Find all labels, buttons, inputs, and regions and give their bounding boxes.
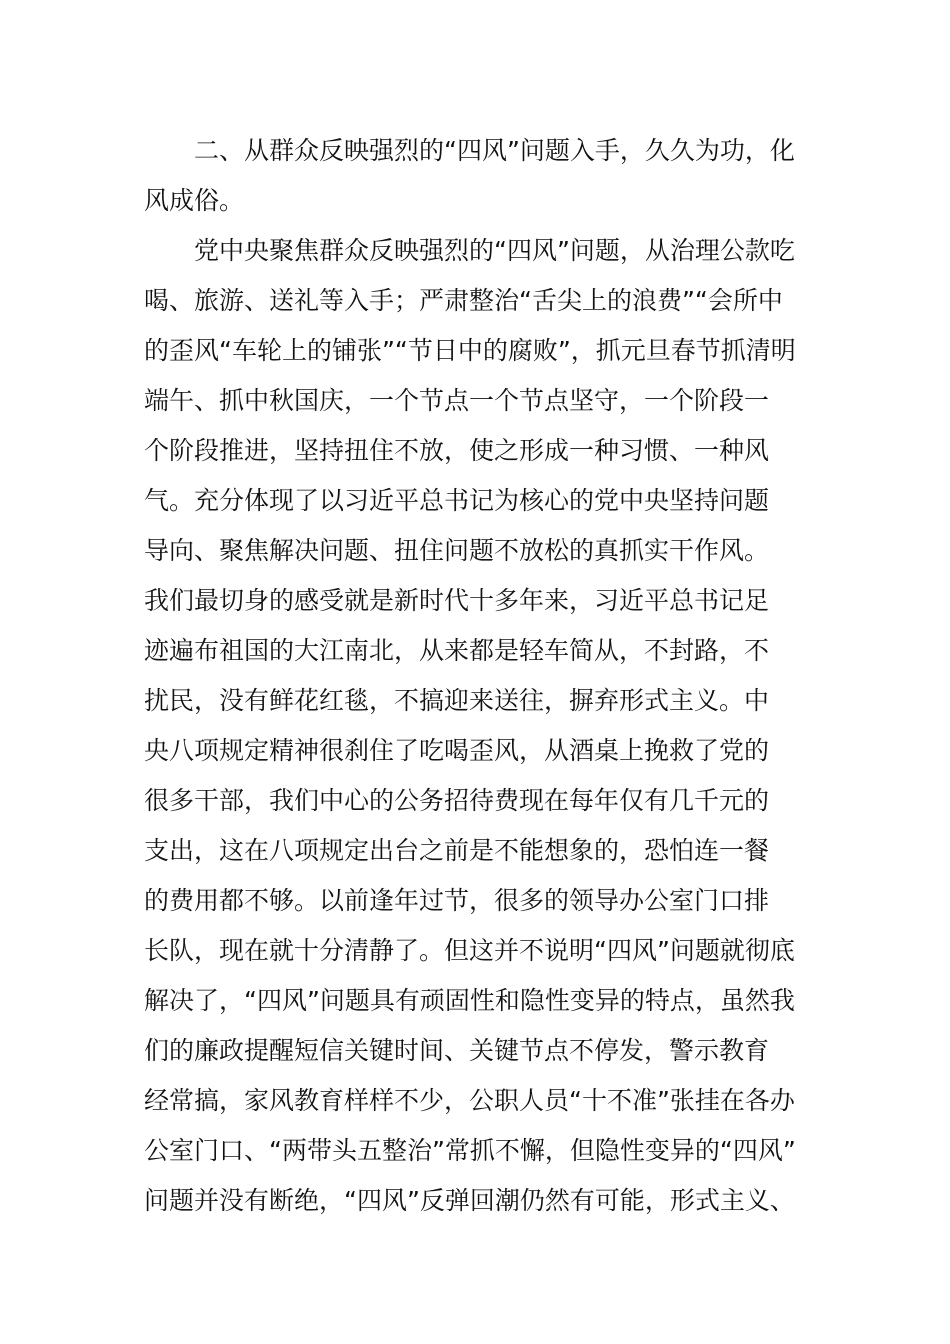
text-line-11: 迹遍布祖国的大江南北，从来都是轻车简从，不封路，不 [144, 636, 770, 665]
text-line-13: 央八项规定精神很刹住了吃喝歪风，从酒桌上挽救了党的 [144, 736, 770, 765]
text-line-1: 二、从群众反映强烈的“四风”问题入手，久久为功，化 [144, 136, 795, 165]
text-line-20: 经常搞，家风教育样样不少，公职人员“十不准”张挂在各办 [144, 1086, 795, 1115]
text-line-3: 党中央聚焦群众反映强烈的“四风”问题，从治理公款吃 [144, 236, 795, 265]
text-line-8: 气。充分体现了以习近平总书记为核心的党中央坚持问题 [144, 486, 770, 515]
text-line-10: 我们最切身的感受就是新时代十多年来，习近平总书记足 [144, 586, 770, 615]
text-line-7: 个阶段推进，坚持扭住不放，使之形成一种习惯、一种风 [144, 436, 770, 465]
text-line-2: 风成俗。 [144, 186, 245, 215]
text-line-14: 很多干部，我们中心的公务招待费现在每年仅有几千元的 [144, 786, 770, 815]
text-line-12: 扰民，没有鲜花红毯，不搞迎来送往，摒弃形式主义。中 [144, 686, 770, 715]
text-line-6: 端午、抓中秋国庆，一个节点一个节点坚守，一个阶段一 [144, 386, 770, 415]
text-line-18: 解决了，“四风”问题具有顽固性和隐性变异的特点，虽然我 [144, 986, 795, 1015]
text-line-19: 们的廉政提醒短信关键时间、关键节点不停发，警示教育 [144, 1036, 770, 1065]
text-line-5: 的歪风“车轮上的铺张”“节日中的腐败”，抓元旦春节抓清明 [144, 336, 796, 365]
text-line-15: 支出，这在八项规定出台之前是不能想象的，恐怕连一餐 [144, 836, 770, 865]
text-line-22: 问题并没有断绝，“四风”反弹回潮仍然有可能，形式主义、 [144, 1186, 795, 1215]
text-line-21: 公室门口、“两带头五整治”常抓不懈，但隐性变异的“四风” [144, 1136, 796, 1165]
text-line-9: 导向、聚焦解决问题、扭住问题不放松的真抓实干作风。 [144, 536, 770, 565]
text-line-16: 的费用都不够。以前逢年过节，很多的领导办公室门口排 [144, 886, 770, 915]
document-body [144, 126, 808, 1226]
text-line-17: 长队，现在就十分清静了。但这并不说明“四风”问题就彻底 [144, 936, 795, 965]
text-line-4: 喝、旅游、送礼等入手；严肃整治“舌尖上的浪费”“会所中 [144, 286, 783, 315]
